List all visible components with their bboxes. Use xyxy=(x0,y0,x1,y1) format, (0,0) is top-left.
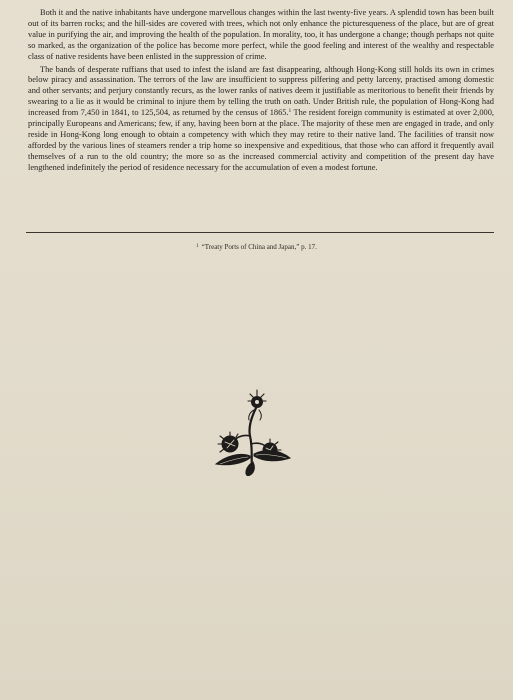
paragraph-2 xyxy=(28,65,494,174)
body-text xyxy=(28,8,494,174)
botanical-sprig-icon xyxy=(212,386,294,476)
paragraph-2-text-a: The bands of desperate ruffians that used to infest the island are fast disappearing, although Hong-Kong still holds its own in crimes below piracy and assassination. The terrors of the law are insufficient to suppress pilfering and petty larceny, practised among domestic and other servants; and perjury constantly recurs, as the lower ranks of natives deem it justifiable as meritorious to benefit their friends by swearing to a lie as it would be criminal to injure them by telling the truth on oath. Under British rule, the population of Hong-Kong had increased from 7,450 in 1841, to 125,504, as returned by the census of 1865. xyxy=(28,64,494,118)
footnote-reference: 1 xyxy=(288,108,292,115)
paragraph-1-text: Both it and the native inhabitants have undergone marvellous changes within the last twenty-five years. A splendid town has been built out of its barren rocks; and the hill-sides are covered with trees, which not only enhance the picturesqueness of the place, but are of great value in purifying the air, and improving the health of the population. In morality, too, it has undergone a change; though perhaps not quite so marked, as the organization of the police has become more perfect, while the good feeling and interest of the wealthy and respectable class of native residents have been enlisted in the suppression of crime. xyxy=(28,8,494,61)
footnote xyxy=(0,243,513,251)
footnote-rule xyxy=(26,232,494,233)
paragraph-1 xyxy=(28,8,494,63)
footnote-text: “Treaty Ports of China and Japan,” p. 17. xyxy=(201,243,317,251)
paragraph-2-text-b: The resident foreign community is estimated at over 2,000, principally Europeans and Americans; few, if any, having been born at the place. The majority of these men are engaged in trade, and only reside in Hong-Kong long enough to obtain a competency with which they may retire to their native land. The facilities of transit now afforded by the various lines of steamers render a trip home so inexpensive and expeditious, that those who can afford it frequently avail themselves of a run to the old country; the more so as the increased commercial activity and competition of the present day have lengthened indefinitely the period of residence necessary for the accumulation of even a modest fortune. xyxy=(28,108,494,172)
footnote-marker: 1 xyxy=(196,244,199,249)
